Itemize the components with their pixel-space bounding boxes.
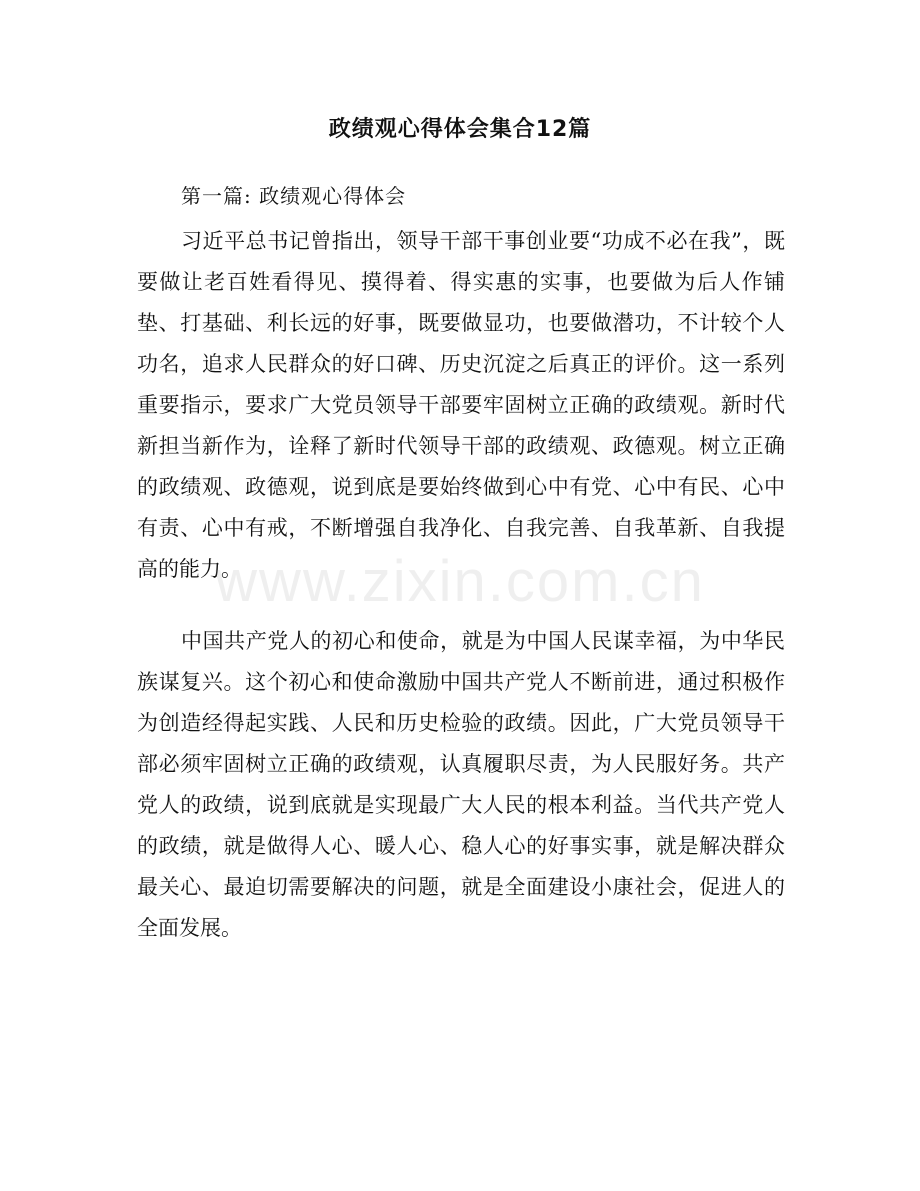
- body-paragraph-2: 中国共产党人的初心和使命，就是为中国人民谋幸福，为中华民族谋复兴。这个初心和使命激励中国共产党人不断前进，通过积极作为创造经得起实践、人民和历史检验的政绩。因此，广大党员领导干部必须牢固树立正确的政绩观，认真履职尽责，为人民服好务。共产党人的政绩，说到底就是实现最广大人民的根本利益。当代共产党人的政绩，就是做得人心、暖人心、稳人心的好事实事，就是解决群众最关心、最迫切需要解决的问题，就是全面建设小康社会，促进人的全面发展。: [137, 629, 785, 940]
- body-paragraph-1: 习近平总书记曾指出，领导干部干事创业要“功成不必在我”，既要做让老百姓看得见、摸得着、得实惠的实事，也要做为后人作铺垫、打基础、利长远的好事，既要做显功，也要做潜功，不计较个人功名，追求人民群众的好口碑、历史沉淀之后真正的评价。这一系列重要指示，要求广大党员领导干部要牢固树立正确的政绩观。新时代新担当新作为，诠释了新时代领导干部的政绩观、政德观。树立正确的政绩观、政德观，说到底是要始终做到心中有党、心中有民、心中有责、心中有戒，不断增强自我净化、自我完善、自我革新、自我提高的能力。: [137, 229, 785, 581]
- watermark: www.zixin.com.cn: [215, 549, 705, 614]
- section-heading: 第一篇: 政绩观心得体会: [181, 184, 407, 208]
- document-title: 政绩观心得体会集合12篇: [328, 117, 592, 142]
